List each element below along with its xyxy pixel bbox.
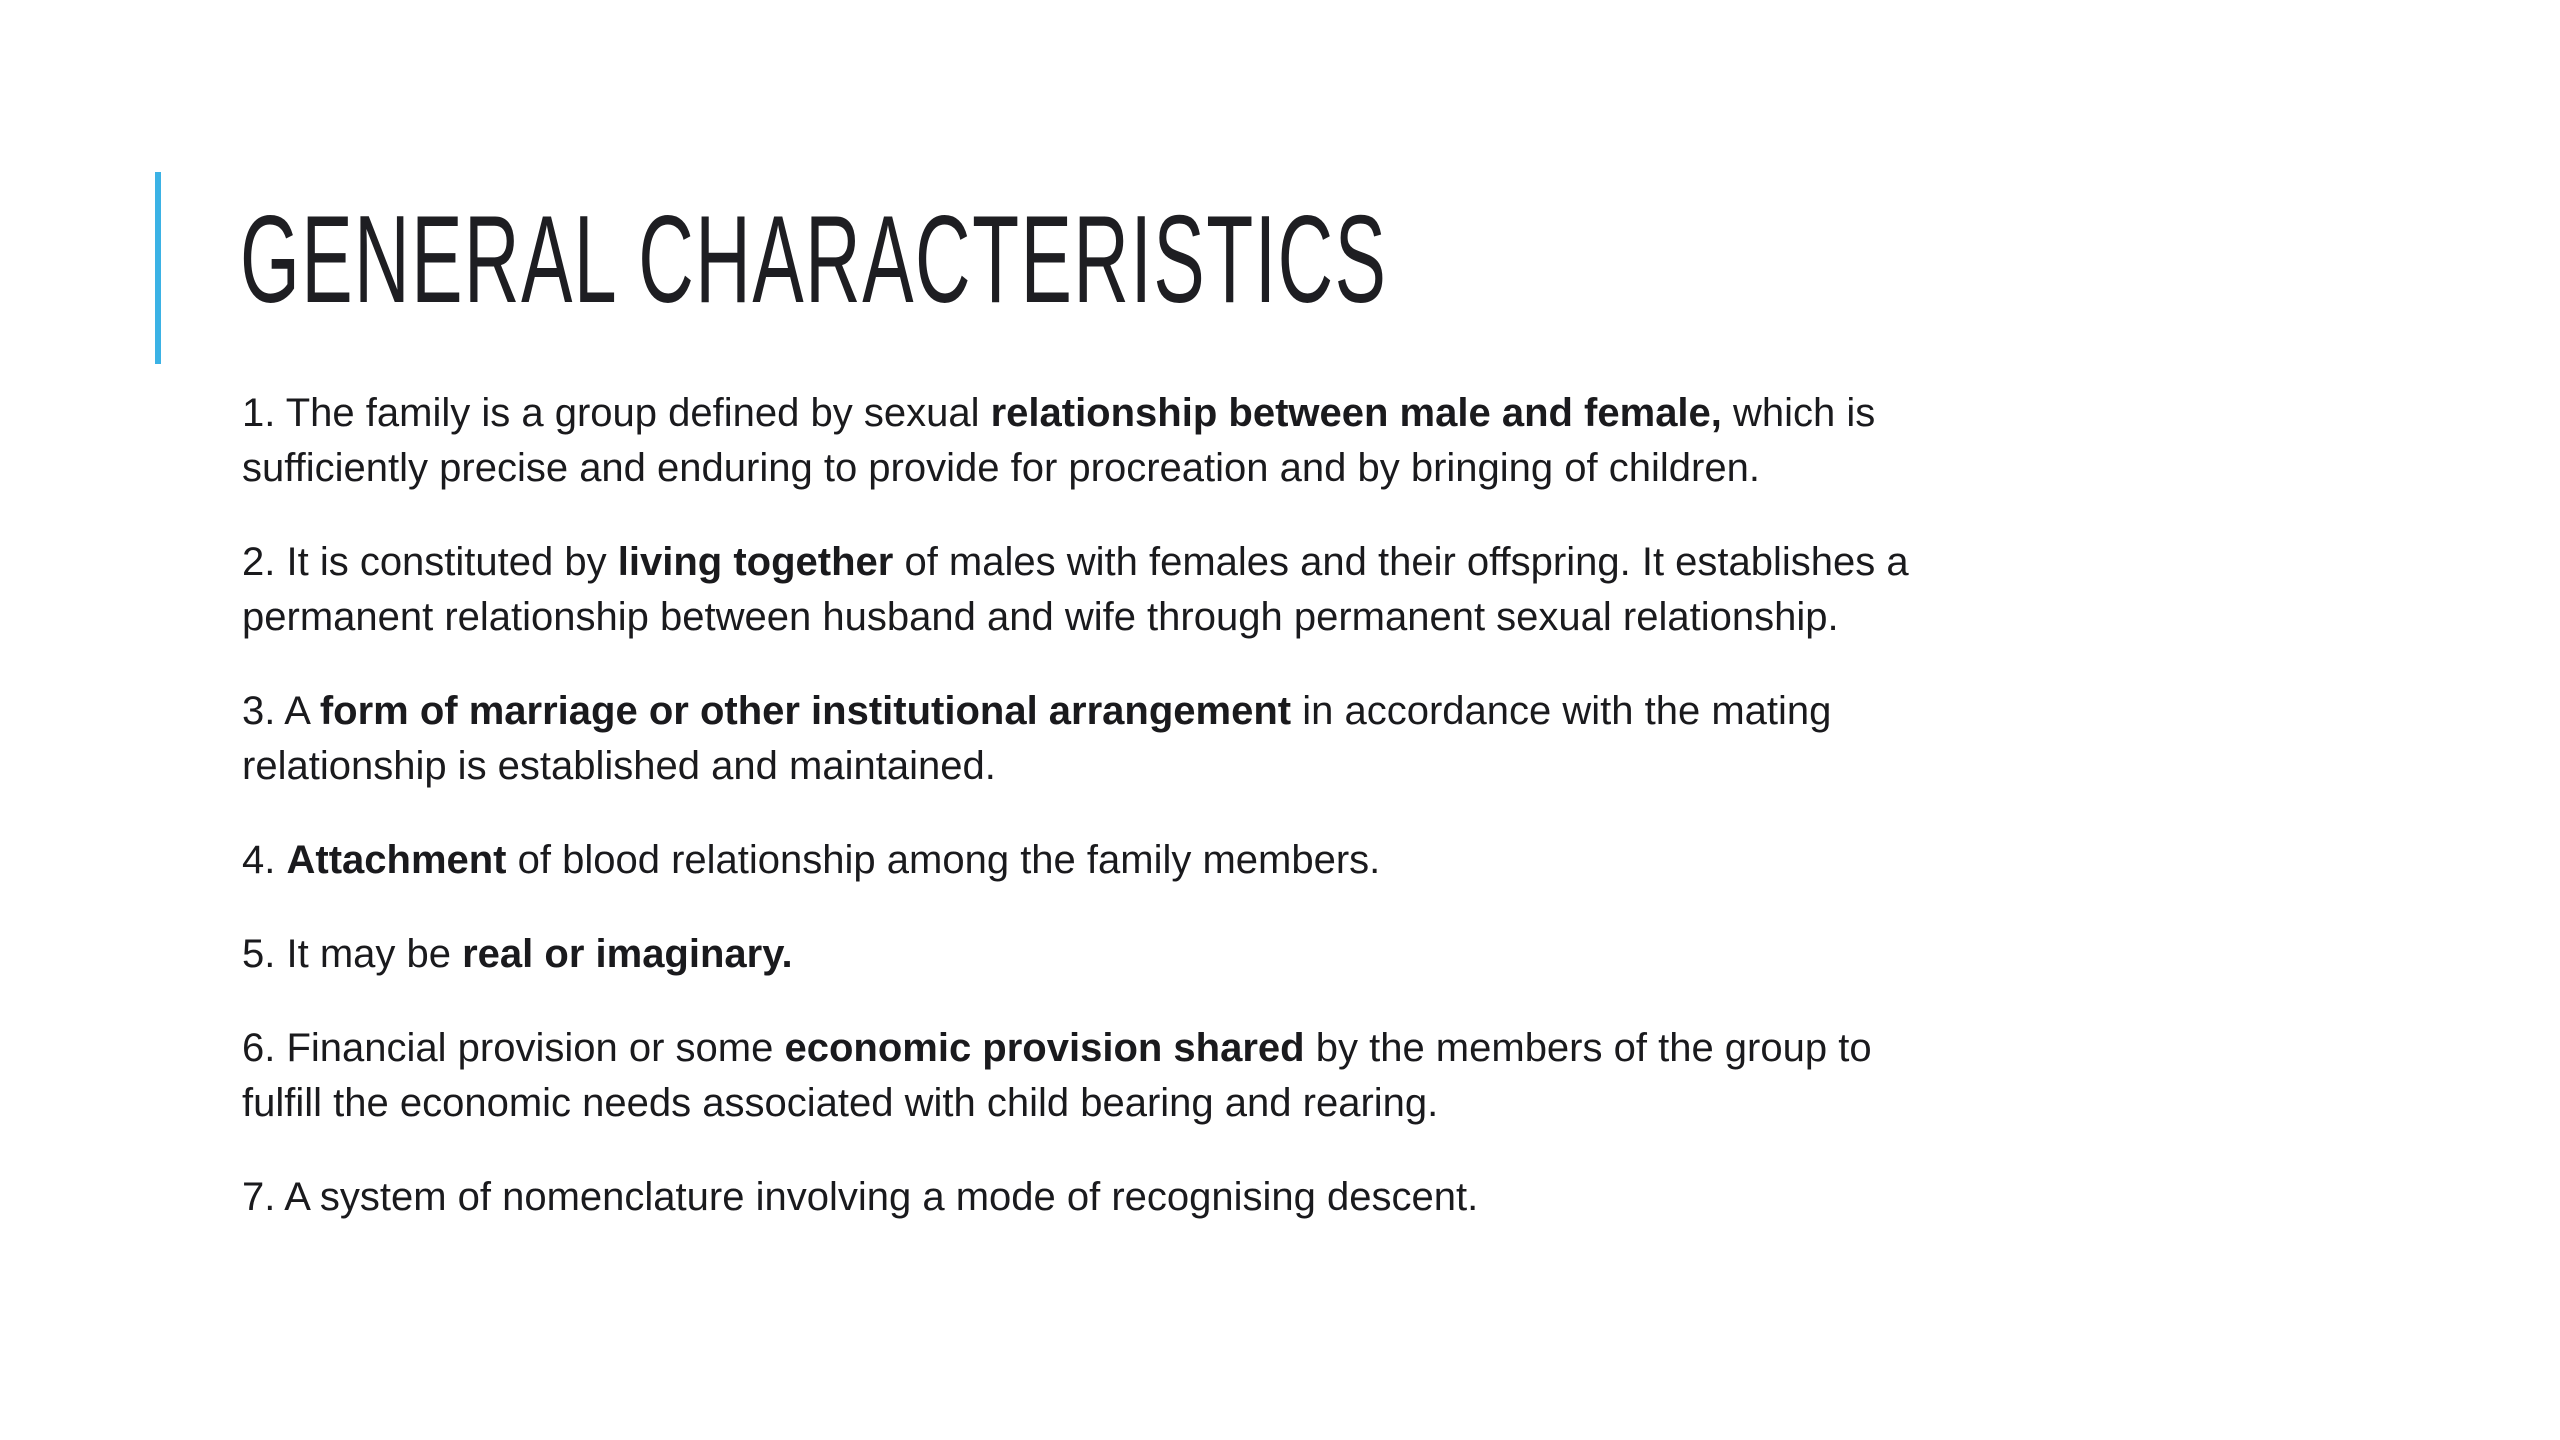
paragraph xyxy=(242,684,2352,794)
paragraph-line xyxy=(242,386,2352,441)
text-run: 2. It is constituted by xyxy=(242,540,618,584)
text-run: relationship is established and maintained. xyxy=(242,744,996,788)
paragraph-line xyxy=(242,1021,2352,1076)
paragraph-line xyxy=(242,684,2352,739)
paragraph-line xyxy=(242,927,2352,982)
text-run: Attachment xyxy=(286,838,507,882)
paragraph xyxy=(242,833,2352,888)
text-run: of males with females and their offspring. It establishes a xyxy=(893,540,1909,584)
text-run: living together xyxy=(617,540,894,584)
text-run: 3. A xyxy=(242,689,320,733)
text-run: 4. xyxy=(242,838,287,882)
paragraph-line xyxy=(242,1076,2352,1131)
paragraph-line xyxy=(242,535,2352,590)
body-text xyxy=(242,386,2352,1264)
paragraph-line xyxy=(242,739,2352,794)
paragraph xyxy=(242,535,2352,645)
text-run: 6. Financial provision or some xyxy=(242,1026,785,1070)
text-run: real or imaginary. xyxy=(462,932,793,976)
paragraph-line xyxy=(242,590,2352,645)
paragraph-line xyxy=(242,1170,2352,1225)
paragraph xyxy=(242,1170,2352,1225)
paragraph-line xyxy=(242,833,2352,888)
text-run: of blood relationship among the family members. xyxy=(506,838,1381,882)
text-run: permanent relationship between husband and wife through permanent sexual relationship. xyxy=(242,595,1839,639)
text-run: 5. It may be xyxy=(242,932,463,976)
paragraph xyxy=(242,386,2352,496)
text-run: relationship between male and female, xyxy=(990,391,1722,435)
text-run: sufficiently precise and enduring to provide for procreation and by bringing of children. xyxy=(242,446,1760,490)
text-run: in accordance with the mating xyxy=(1291,689,1832,733)
text-run: 1. The family is a group defined by sexual xyxy=(242,391,991,435)
text-run: fulfill the economic needs associated with child bearing and rearing. xyxy=(242,1081,1439,1125)
paragraph-line xyxy=(242,441,2352,496)
text-run: 7. A system of nomenclature involving a mode of recognising descent. xyxy=(242,1175,1479,1219)
text-run: economic provision shared xyxy=(784,1026,1305,1070)
slide-title: GENERAL CHARACTERISTICS xyxy=(240,191,1388,329)
title-accent-bar xyxy=(155,172,161,364)
text-run: which is xyxy=(1721,391,1876,435)
paragraph xyxy=(242,927,2352,982)
paragraph xyxy=(242,1021,2352,1131)
text-run: by the members of the group to xyxy=(1304,1026,1872,1070)
text-run: form of marriage or other institutional arrangement xyxy=(319,689,1292,733)
